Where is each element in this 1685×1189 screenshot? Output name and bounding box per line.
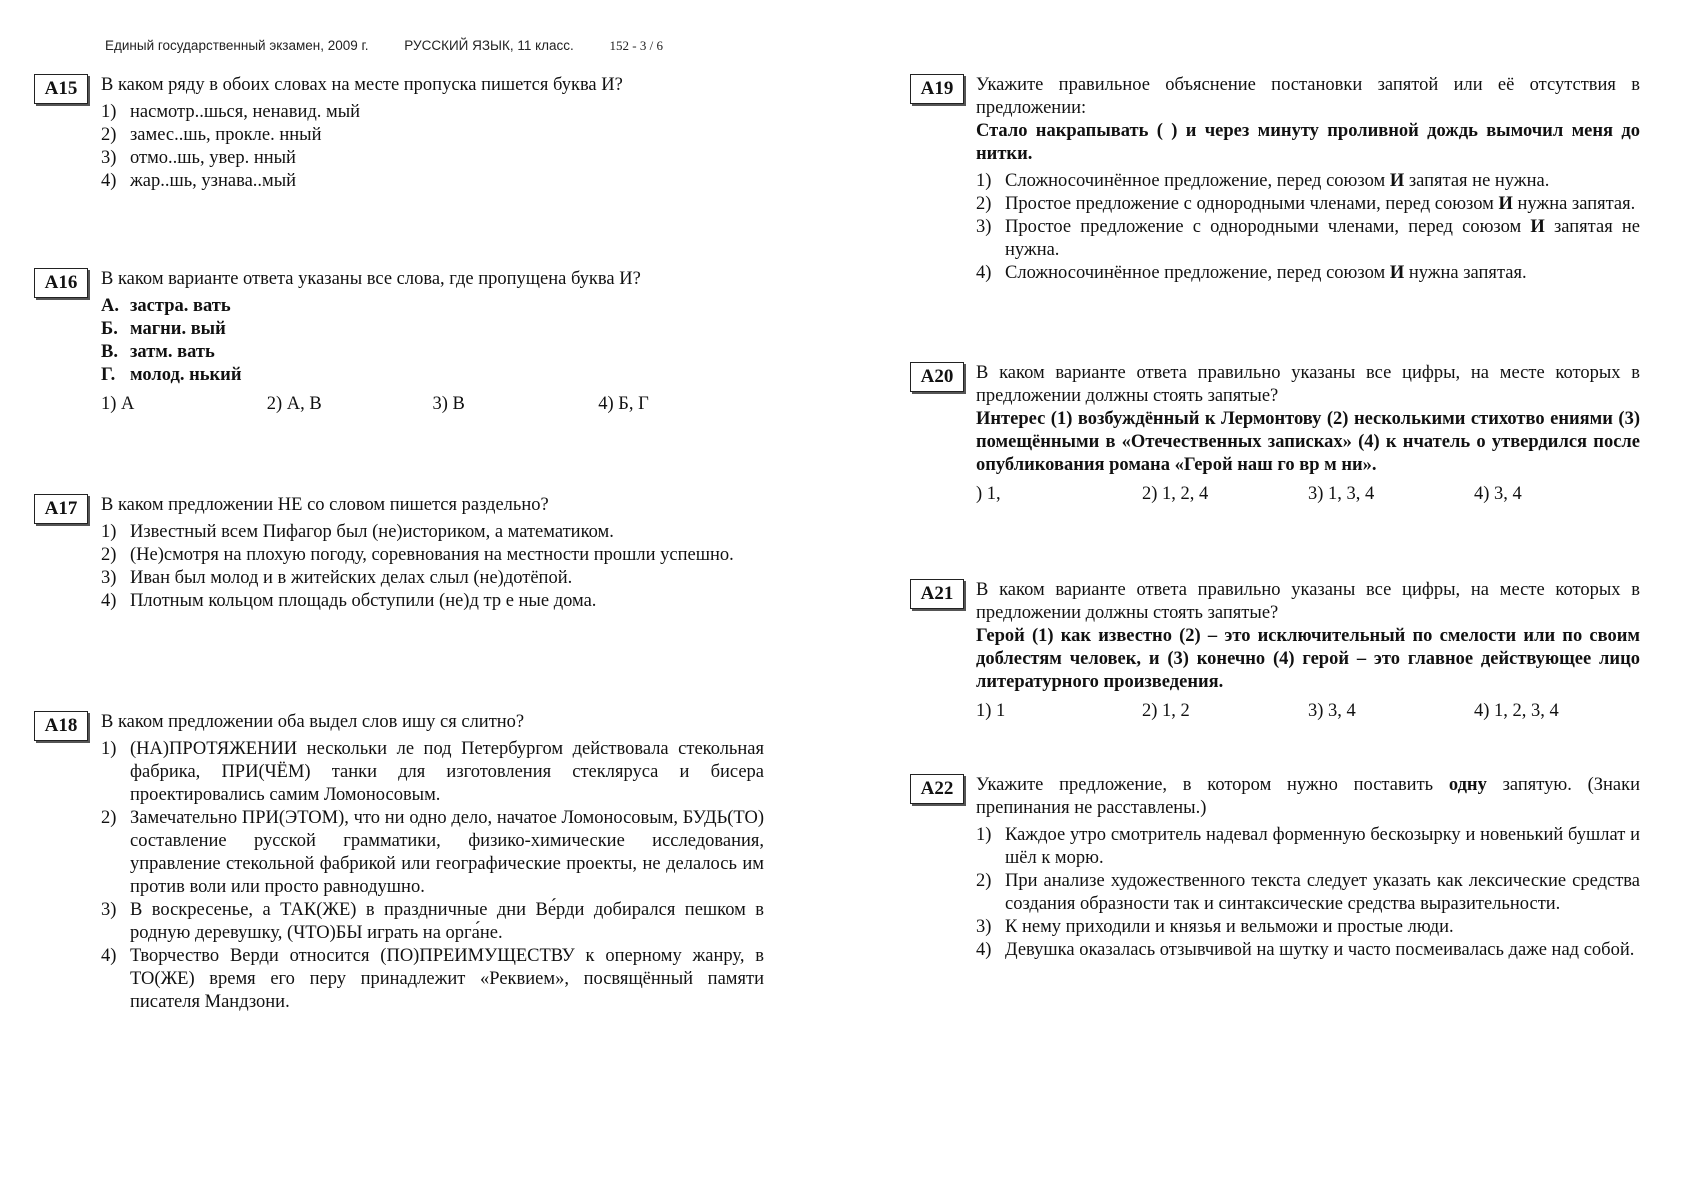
- question-text: В каком предложении НЕ со словом пишется раздельно?: [101, 495, 549, 515]
- task-number: A17: [34, 494, 88, 524]
- word-item: Б. магни. вый: [101, 319, 226, 339]
- options-list: [976, 824, 1640, 962]
- option: 1) Сложносочинённое предложение, перед союзом И запятая не нужна.: [976, 171, 1550, 191]
- options-list: [101, 521, 764, 613]
- answer-option: 2) 1, 2, 4: [1142, 484, 1209, 504]
- page-number: 152 - 3 / 6: [609, 38, 663, 53]
- answer-option: 3) 1, 3, 4: [1308, 484, 1375, 504]
- task-number: A16: [34, 268, 88, 298]
- option: 4) жар..шь, узнава..мый: [101, 171, 297, 191]
- answer-options: [976, 700, 1640, 723]
- question-text: В каком варианте ответа правильно указаны все цифры, на месте которых в предложении должны стоять запятые?: [976, 363, 1640, 406]
- question-text: В каком варианте ответа указаны все слова, где пропущена буква И?: [101, 269, 641, 289]
- question-text: В каком ряду в обоих словах на месте пропуска пишется буква И?: [101, 75, 623, 95]
- answer-options: [101, 393, 764, 416]
- task-number: A22: [910, 774, 964, 804]
- options-list: [101, 101, 764, 193]
- answer-option: 4) 3, 4: [1474, 484, 1522, 504]
- option: 4) Девушка оказалась отзывчивой на шутку и часто посмеивалась даже над собой.: [976, 940, 1635, 960]
- option: 4) Творчество Верди относится (ПО)ПРЕИМУЩЕСТВУ к оперному жанру, в ТО(ЖЕ) время его перу принадлежит «Реквием», посвящённый памяти писателя Мандзони.: [101, 946, 764, 1012]
- option: 3) В воскресенье, а ТАК(ЖЕ) в праздничные дни Ве́рди добирался пешком в родную деревушку, (ЧТО)БЫ играть на орга́не.: [101, 900, 764, 943]
- word-item: В. затм. вать: [101, 342, 215, 362]
- option: 1) Известный всем Пифагор был (не)историком, а математиком.: [101, 522, 614, 542]
- option: 2) (Не)смотря на плохую погоду, соревнования на местности прошли успешно.: [101, 545, 734, 565]
- question-text: Укажите правильное объяснение постановки запятой или её отсутствия в предложении:: [976, 75, 1640, 118]
- task-number: A20: [910, 362, 964, 392]
- task-a16: [34, 268, 764, 416]
- task-a22: [910, 774, 1640, 962]
- task-a20: [910, 362, 1640, 506]
- option: 3) отмо..шь, увер. нный: [101, 148, 296, 168]
- word-item: Г. молод. нький: [101, 365, 242, 385]
- option: 3) К нему приходили и князья и вельможи и простые люди.: [976, 917, 1454, 937]
- option: 3) Простое предложение с однородными членами, перед союзом И запятая не нужна.: [976, 217, 1640, 260]
- answer-option: 4) Б, Г: [598, 394, 649, 414]
- task-number: A21: [910, 579, 964, 609]
- option: 2) При анализе художественного текста следует указать как лексические средства создания образности так и синтаксические средства выразительности.: [976, 871, 1640, 914]
- answer-option: 2) А, В: [266, 394, 322, 414]
- subject-title: РУССКИЙ ЯЗЫК, 11 класс.: [404, 38, 574, 53]
- answer-option: 4) 1, 2, 3, 4: [1474, 701, 1559, 721]
- question-text: В каком предложении оба выдел слов ишу ся слитно?: [101, 712, 525, 732]
- answer-option: 1) 1: [976, 701, 1006, 721]
- options-list: [101, 738, 764, 1014]
- question-text: Укажите предложение, в котором нужно поставить одну запятую. (Знаки препинания не расставлены.): [976, 775, 1640, 818]
- question-sentence: Стало накрапывать ( ) и через минуту проливной дождь вымочил меня до нитки.: [976, 121, 1640, 164]
- option: 1) Каждое утро смотритель надевал форменную бескозырку и новенький бушлат и шёл к морю.: [976, 825, 1640, 868]
- task-a19: [910, 74, 1640, 285]
- option: 4) Плотным кольцом площадь обступили (не)д тр е ные дома.: [101, 591, 597, 611]
- answer-option: ) 1,: [976, 484, 1001, 504]
- option: 2) Замечательно ПРИ(ЭТОМ), что ни одно дело, начатое Ломоносовым, БУДЬ(ТО) составление русской грамматики, физико-химические исследования, управление стекольной фабрикой или географические проекты, не делалось им против воли или просто равнодушно.: [101, 808, 764, 897]
- task-a21: [910, 579, 1640, 723]
- answer-option: 2) 1, 2: [1142, 701, 1190, 721]
- task-a18: [34, 711, 764, 1014]
- page-header: [105, 38, 695, 54]
- task-number: A18: [34, 711, 88, 741]
- option: 3) Иван был молод и в житейских делах слыл (не)дотёпой.: [101, 568, 573, 588]
- task-number: A15: [34, 74, 88, 104]
- options-list: [976, 170, 1640, 285]
- option: 2) Простое предложение с однородными членами, перед союзом И нужна запятая.: [976, 194, 1636, 214]
- question-text: В каком варианте ответа правильно указаны все цифры, на месте которых в предложении должны стоять запятые?: [976, 580, 1640, 623]
- answer-options: [976, 483, 1640, 506]
- answer-option: 3) 3, 4: [1308, 701, 1356, 721]
- exam-title: Единый государственный экзамен, 2009 г.: [105, 38, 369, 53]
- option: 4) Сложносочинённое предложение, перед союзом И нужна запятая.: [976, 263, 1527, 283]
- answer-option: 3) В: [432, 394, 465, 414]
- question-sentence: Интерес (1) возбуждённый к Лермонтову (2) несколькими стихотво ениями (3) помещёнными в «Отечественных записках» (4) к нчатель о утвердился после опубликования романа «Герой наш го вр м ни».: [976, 409, 1640, 475]
- option: 1) насмотр..шься, ненавид. мый: [101, 102, 361, 122]
- words-list: [101, 295, 764, 387]
- option: 2) замес..шь, прокле. нный: [101, 125, 322, 145]
- word-item: А. застра. вать: [101, 296, 231, 316]
- task-a17: [34, 494, 764, 613]
- option: 1) (НА)ПРОТЯЖЕНИИ нескольки ле под Петербургом действовала стекольная фабрика, ПРИ(ЧЁМ) танки для изготовления стекляруса и бисера проектировались самим Ломоносовым.: [101, 739, 764, 805]
- question-sentence: Герой (1) как известно (2) – это исключительный по смелости или по своим доблестям человек, и (3) конечно (4) герой – это главное действующее лицо литературного произведения.: [976, 626, 1640, 692]
- task-a15: [34, 74, 764, 193]
- task-number: A19: [910, 74, 964, 104]
- answer-option: 1) А: [101, 394, 135, 414]
